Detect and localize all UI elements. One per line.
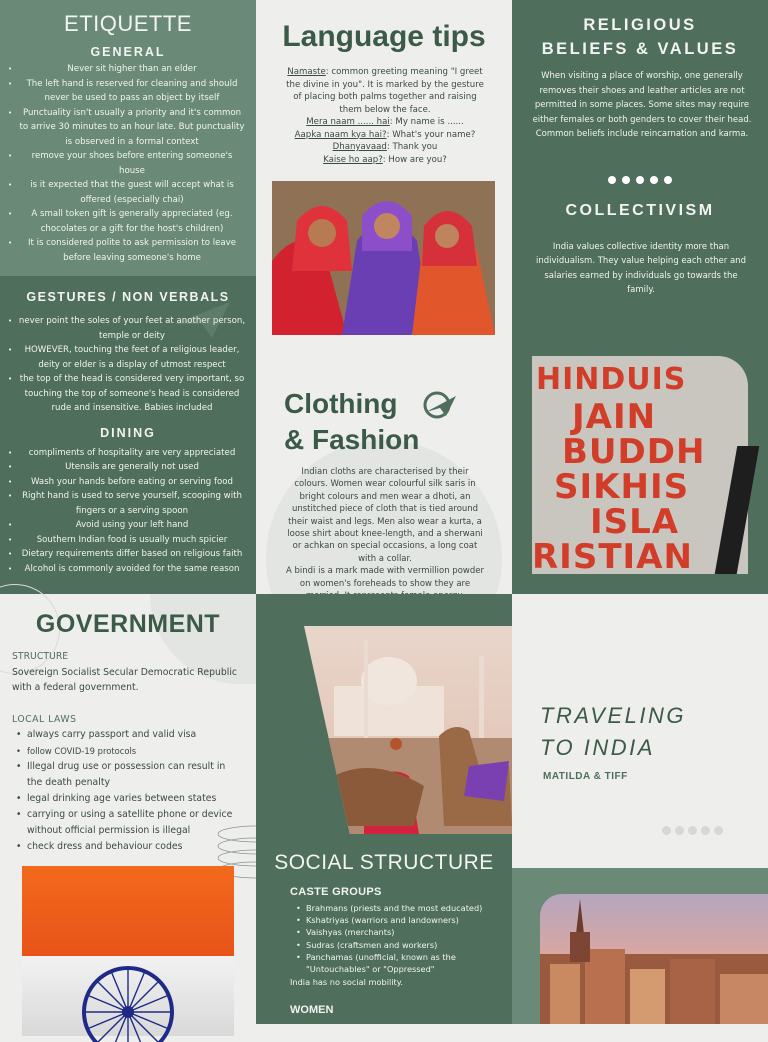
social-panel — [256, 594, 512, 1024]
caste-item: • Kshatriyas (warriors and landowners) — [296, 915, 459, 926]
caste-list — [290, 902, 505, 975]
language-phrase — [282, 116, 488, 129]
caste-item: • Brahmans (priests and the most educated) — [296, 903, 483, 913]
dining-heading: DINING — [100, 425, 156, 440]
collectivism-title: COLLECTIVISM — [565, 201, 715, 219]
wall-word: RISTIAN — [532, 537, 693, 577]
phrase-term: Dhanyavaad — [332, 142, 387, 152]
language-phrase — [282, 141, 488, 154]
wall-word: ISLA — [590, 502, 680, 542]
social-title: SOCIAL STRUCTURE — [274, 851, 494, 874]
women-photo — [272, 181, 495, 335]
taj-camel-illustration — [304, 626, 512, 834]
language-phrase — [282, 129, 488, 142]
city-photo — [540, 894, 768, 1024]
mobility-text: India has no social mobility. — [290, 977, 404, 987]
cover-title — [540, 700, 686, 764]
gesture-item: • never point the soles of your feet at another person, temple or deity — [0, 314, 256, 343]
religion-beliefs: Common beliefs include reincarnation and karma. — [535, 129, 749, 139]
language-phrases — [282, 66, 488, 166]
dining-item: • Dietary requirements differ based on religious faith — [0, 547, 256, 562]
religion-title-line1: RELIGIOUS — [583, 16, 697, 34]
laws-label: LOCAL LAWS — [12, 713, 77, 725]
law-item: • always carry passport and valid visa — [16, 729, 197, 740]
wall-word: JAIN — [572, 397, 657, 437]
structure-label: STRUCTURE — [12, 651, 69, 662]
dining-item: • Alcohol is commonly avoided for the same reason — [0, 562, 256, 577]
laws-list — [12, 727, 242, 855]
phrase-meaning: : What's your name? — [386, 129, 476, 140]
pagination-dots — [662, 826, 723, 835]
government-title: GOVERNMENT — [35, 610, 221, 638]
caste-item: • Sudras (craftsmen and workers) — [296, 939, 438, 950]
cover-title-line2: TO INDIA — [540, 735, 655, 760]
religion-body: When visiting a place of worship, one generally removes their shoes and leather articles are not permitted in some places. Some sites may require either females or both genders to cover their head. — [532, 71, 752, 125]
clothing-title-line1: Clothing — [284, 388, 398, 419]
women-label: WOMEN — [290, 1004, 334, 1016]
cover-authors: MATILDA & TIFF — [543, 771, 628, 782]
caste-label: CASTE GROUPS — [290, 886, 382, 898]
phrase-meaning: : Thank you — [386, 142, 438, 152]
gestures-heading: GESTURES / NON VERBALS — [26, 290, 230, 304]
phrase-term: Kaise ho aap? — [323, 154, 383, 165]
phrase-term: Mera naam ...... hai — [306, 117, 390, 127]
law-item: • carrying or using a satellite phone or device without official permission is illegal — [16, 809, 233, 836]
dining-item: • compliments of hospitality are very appreciated — [0, 446, 256, 461]
india-flag-image — [22, 866, 234, 1036]
phrase-meaning: : common greeting meaning "I greet the divine in you". It is marked by the gesture of placing both palms together and raising them below the face. — [286, 67, 484, 115]
dining-list — [0, 446, 256, 577]
government-panel — [0, 594, 256, 1024]
clothing-bindi: A bindi is a mark made with vermillion powder on women's foreheads to show they are — [286, 566, 484, 589]
general-item: • The left hand is reserved for cleaning and should never be used to pass an object by itself — [0, 77, 256, 106]
religion-title — [512, 13, 768, 61]
structure-text: Sovereign Socialist Secular Democratic Republic with a federal government. — [12, 666, 238, 693]
clothing-title-line2: & Fashion — [284, 424, 420, 455]
phrase-term: Aapka naam kya hai? — [294, 129, 387, 140]
language-phrase — [282, 154, 488, 167]
law-item: • Illegal drug use or possession can result in the death penalty — [16, 761, 226, 788]
etiquette-title: ETIQUETTE — [64, 11, 192, 36]
general-item: • remove your shoes before entering someone's house — [0, 149, 256, 178]
city-illustration — [540, 894, 768, 1024]
gesture-item: • the top of the head is considered very important, so touching the top of someone's head is considered rude and insensitive. Babies included — [0, 372, 256, 416]
phrase-meaning: : My name is ...... — [389, 117, 464, 127]
general-item: • Never sit higher than an elder — [0, 62, 256, 77]
religions-wall-photo — [532, 356, 748, 577]
globe-plane-icon — [420, 390, 460, 420]
language-panel — [256, 0, 512, 594]
general-item: • is it expected that the guest will accept what is offered (especially chai) — [0, 178, 256, 207]
law-item: • follow COVID-19 protocols — [16, 746, 137, 756]
wall-word: SIKHIS — [554, 467, 690, 507]
cover-title-line1: TRAVELING — [540, 703, 686, 728]
general-heading: GENERAL — [90, 45, 166, 59]
gestures-panel — [0, 276, 256, 594]
gesture-item: • HOWEVER, touching the feet of a religious leader, deity or elder is a display of utmost respect — [0, 343, 256, 372]
phrase-term: Namaste — [287, 67, 326, 77]
general-list — [0, 62, 256, 265]
caste-item: • Panchamas (unofficial, known as the "Untouchables" or "Oppressed" — [296, 951, 456, 975]
dining-item: • Right hand is used to serve yourself, scooping with fingers or a serving spoon — [0, 489, 256, 518]
law-item: • legal drinking age varies between states — [16, 793, 217, 804]
wall-word: HINDUIS — [536, 362, 687, 397]
gestures-list — [0, 314, 256, 416]
dining-item: • Wash your hands before eating or serving food — [0, 475, 256, 490]
dining-item: • Utensils are generally not used — [0, 460, 256, 475]
general-item: • It is considered polite to ask permission to leave before leaving someone's home — [0, 236, 256, 265]
law-item: • check dress and behaviour codes — [16, 841, 183, 852]
clothing-title — [284, 386, 512, 458]
religion-panel — [512, 0, 768, 594]
clothing-body: Indian cloths are characterised by their colours. Women wear colourful silk saris in bright colours and men wear a dhoti, an unstitched piece of cloth that is tied around their waist and legs. Men also wear a kurta, a loose shirt about knee-length, and a sherwani or achkan on special occasions, a long coat with a collar. — [287, 467, 483, 564]
cover-panel — [512, 594, 768, 1024]
divider-dots — [512, 176, 768, 184]
taj-mahal-photo — [304, 626, 512, 834]
dining-item: • Avoid using your left hand — [0, 518, 256, 533]
collectivism-body: India values collective identity more than individualism. They value helping each other and salaries earned by individuals go towards the family. — [536, 241, 746, 295]
etiquette-panel — [0, 0, 256, 276]
religion-title-line2: BELIEFS & VALUES — [541, 40, 739, 58]
general-item: • Punctuality isn't usually a priority and it's common to arrive 30 minutes to an hour late. But punctuality is observed in a formal context — [0, 106, 256, 150]
women-illustration — [272, 181, 495, 335]
wall-word: BUDDH — [562, 432, 706, 472]
dining-item: • Southern Indian food is usually much spicier — [0, 533, 256, 548]
ashoka-chakra-icon — [78, 962, 178, 1042]
general-item: • A small token gift is generally appreciated (eg. chocolates or a gift for the host's children) — [0, 207, 256, 236]
wall-words — [532, 356, 748, 577]
language-title: Language tips — [282, 20, 486, 53]
language-phrase — [282, 66, 488, 116]
phrase-meaning: : How are you? — [382, 154, 447, 165]
caste-item: • Vaishyas (merchants) — [296, 927, 395, 938]
